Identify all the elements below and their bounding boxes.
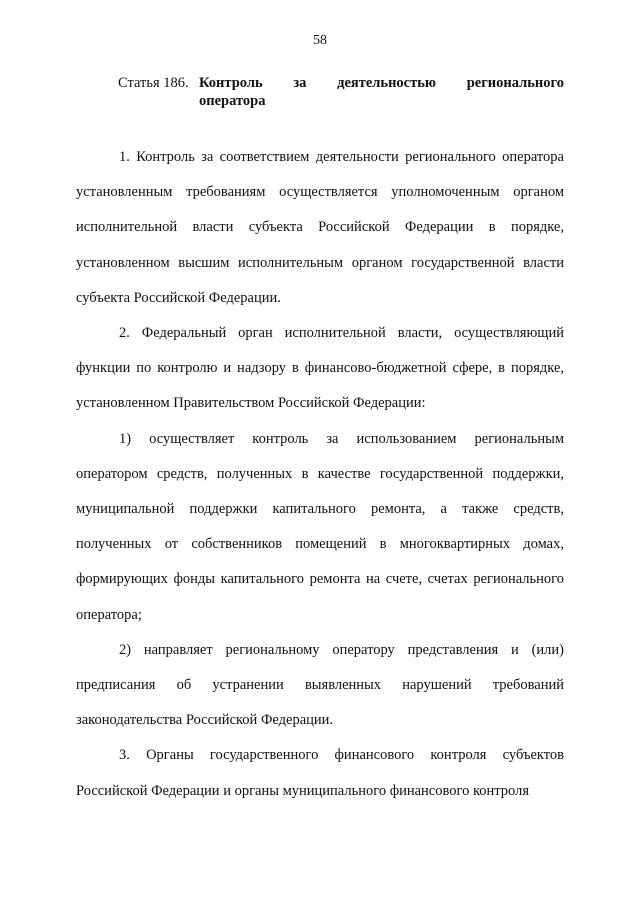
article-number: Статья 186. <box>118 75 189 91</box>
article-title-line-2: оператора <box>199 93 266 109</box>
article-title-line-1: Контроль за деятельностью регионального <box>199 75 564 91</box>
paragraph-item-1: 1) осуществляет контроль за использованием региональным оператором средств, полученных в качестве государственной поддержки, муниципальной поддержки капитального ремонта, а также средств, полученных от собственников помещений в многоквартирных домах, формирующих фонды капитального ремонта на счете, счетах регионального оператора; <box>76 430 564 623</box>
article-title <box>199 74 564 110</box>
page-number: 58 <box>313 33 327 48</box>
paragraph-item-2: 2) направляет региональному оператору представления и (или) предписания об устранении выявленных нарушений требований законодательства Российской Федерации. <box>76 641 564 729</box>
paragraph-part-1: 1. Контроль за соответствием деятельности регионального оператора установленным требованиям осуществляется уполномоченным органом исполнительной власти субъекта Российской Федерации в порядке, установленном высшим исполнительным органом государственной власти субъекта Российской Федерации. <box>76 149 564 306</box>
paragraph-part-3: 3. Органы государственного финансового контроля субъектов Российской Федерации и органы муниципального финансового контроля <box>76 747 564 799</box>
article-body <box>76 140 564 809</box>
paragraph-part-2: 2. Федеральный орган исполнительной власти, осуществляющий функции по контролю и надзору в финансово-бюджетной сфере, в порядке, установленном Правительством Российской Федерации: <box>76 325 564 412</box>
